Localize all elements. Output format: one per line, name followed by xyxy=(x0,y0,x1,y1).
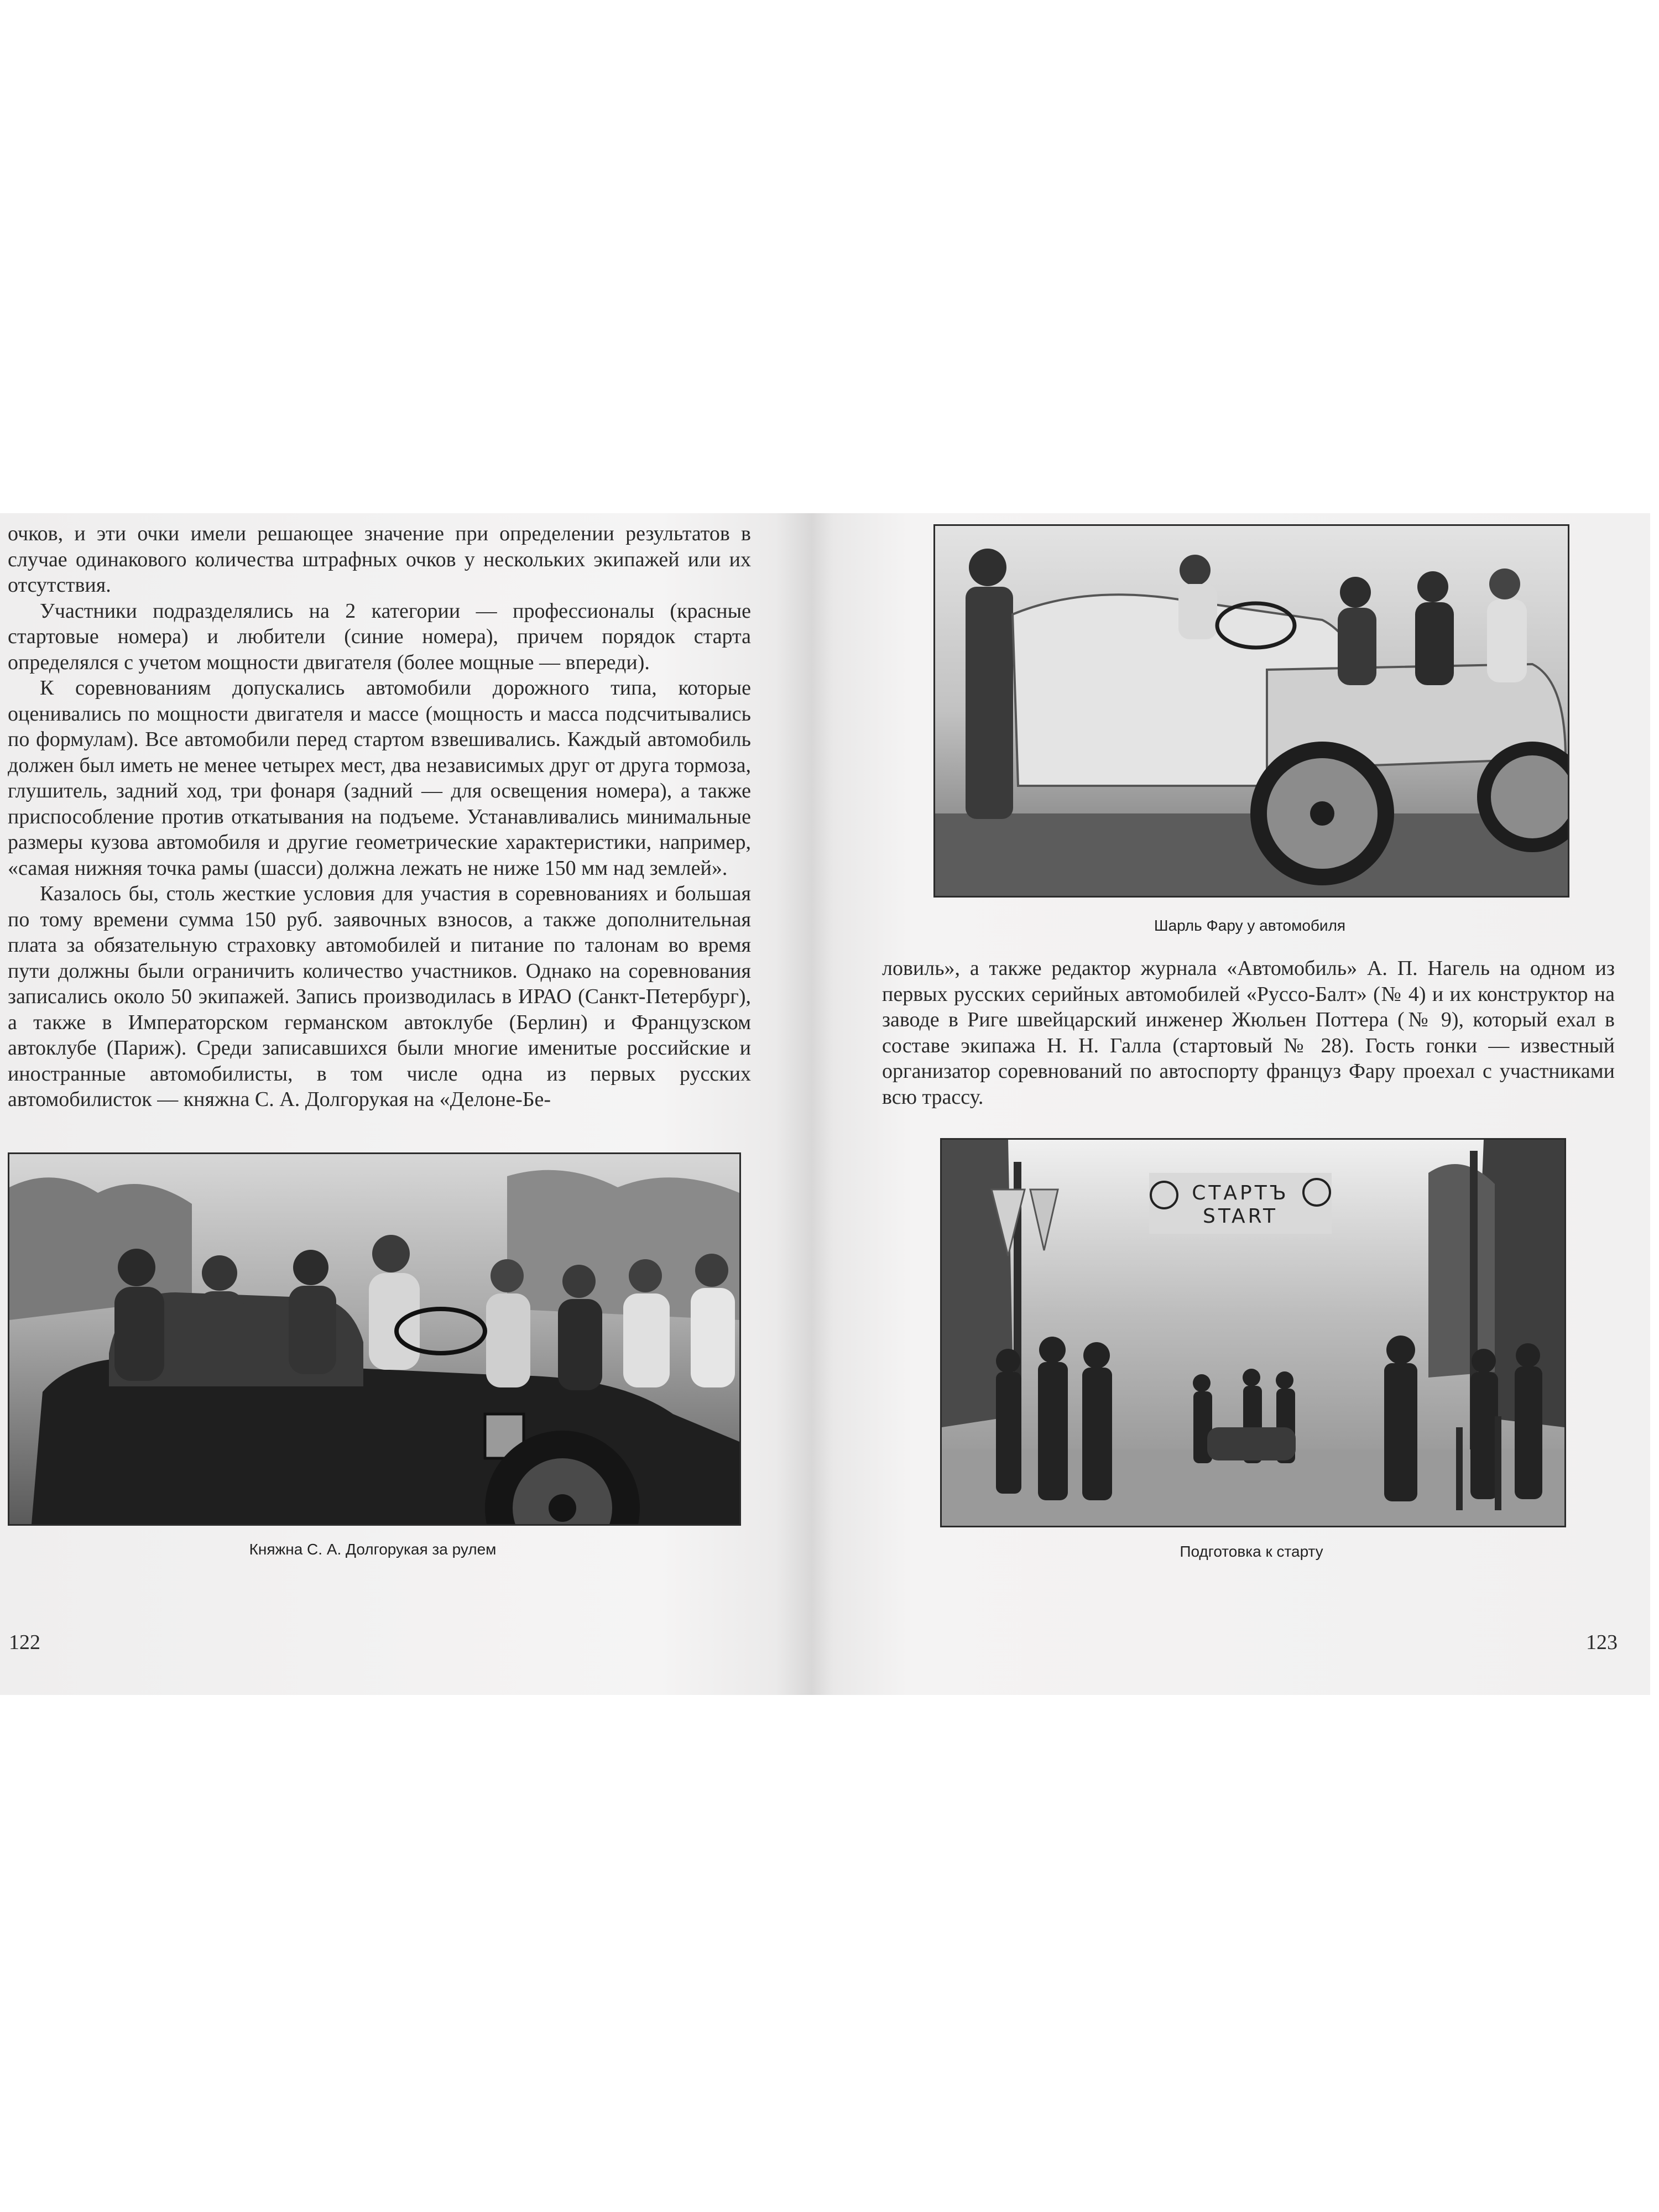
left-page-text xyxy=(8,521,751,1113)
photo-caption-dolgorukaya: Княжна С. А. Долгорукая за рулем xyxy=(249,1541,497,1558)
book-spread xyxy=(0,513,1650,1695)
start-banner-english: START xyxy=(1202,1205,1279,1228)
paragraph-4: Казалось бы, столь жесткие условия для участия в соревнованиях и большая по тому времени сумма 150 руб. заявочных взносов, а также дополнительная плата за обязательную страховку автомобилей и питание по талонам во время пути должны были ограничить количество участников. Однако на соревнования записались около 50 экипажей. Запись производилась в ИРАО (Санкт-Петербург), а также в Императорском германском автоклубе (Берлин) и Французском автоклубе (Париж). Среди записавшихся были многие именитые российские и иностранные автомобилисты, в том числе одна из первых русских автомобилисток — княжна С. А. Долгорукая на «Делоне-Бе- xyxy=(8,882,751,1111)
paragraph-continuation: ловиль», а также редактор журнала «Автомобиль» А. П. Нагель на одном из первых русских серийных автомобилей «Руссо-Балт» (№ 4) и их конструктор на заводе в Риге швейцарский инженер Жюльен Поттера (№ 9), который ехал в составе экипажа Н. Н. Галла (стартовый № 28). Гость гонки — известный организатор соревнований по автоспорту француз Фару проехал с участниками всю трассу. xyxy=(882,957,1615,1109)
paragraph-3: К соревнованиям допускались автомобили дорожного типа, которые оценивались по мощности двигателя и массе (мощность и масса подсчитывались по формулам). Все автомобили перед стартом взвешивались. Каждый автомобиль должен был иметь не менее четырех мест, два независимых друг от друга тормоза, глушитель, задний ход, три фонаря (задний — для освещения номера), а также приспособление против откатывания на подъеме. Устанавливались минимальные размеры кузова автомобиля и другие геометрические характеристики, например, «самая нижняя точка рамы (шасси) должна лежать не ниже 150 мм над землей». xyxy=(8,676,751,880)
photo-faroux-image xyxy=(935,526,1568,896)
left-page xyxy=(0,513,814,1695)
page-number-left: 122 xyxy=(9,1631,40,1654)
photo-dolgorukaya-car xyxy=(8,1152,741,1526)
photo-faroux-car xyxy=(933,524,1569,898)
photo-caption-start: Подготовка к старту xyxy=(1180,1543,1323,1560)
paragraph-2: Участники подразделялись на 2 категории — профессионалы (красные стартовые номера) и любители (синие номера), причем порядок старта определялся с учетом мощности двигателя (более мощные — впереди). xyxy=(8,599,751,674)
page-number-right: 123 xyxy=(1586,1631,1618,1654)
photo-start-line-image xyxy=(942,1140,1564,1526)
start-banner-russian: СТАРТЪ xyxy=(1192,1182,1289,1204)
photo-caption-faroux: Шарль Фару у автомобиля xyxy=(1154,917,1346,934)
photo-dolgorukaya-image xyxy=(9,1154,739,1524)
right-page-text xyxy=(882,956,1615,1110)
right-page xyxy=(818,513,1650,1695)
paragraph-1: очков, и эти очки имели решающее значение при определении результатов в случае одинакового количества штрафных очков у нескольких экипажей или их отсутствия. xyxy=(8,522,751,597)
photo-start-line xyxy=(940,1138,1566,1527)
